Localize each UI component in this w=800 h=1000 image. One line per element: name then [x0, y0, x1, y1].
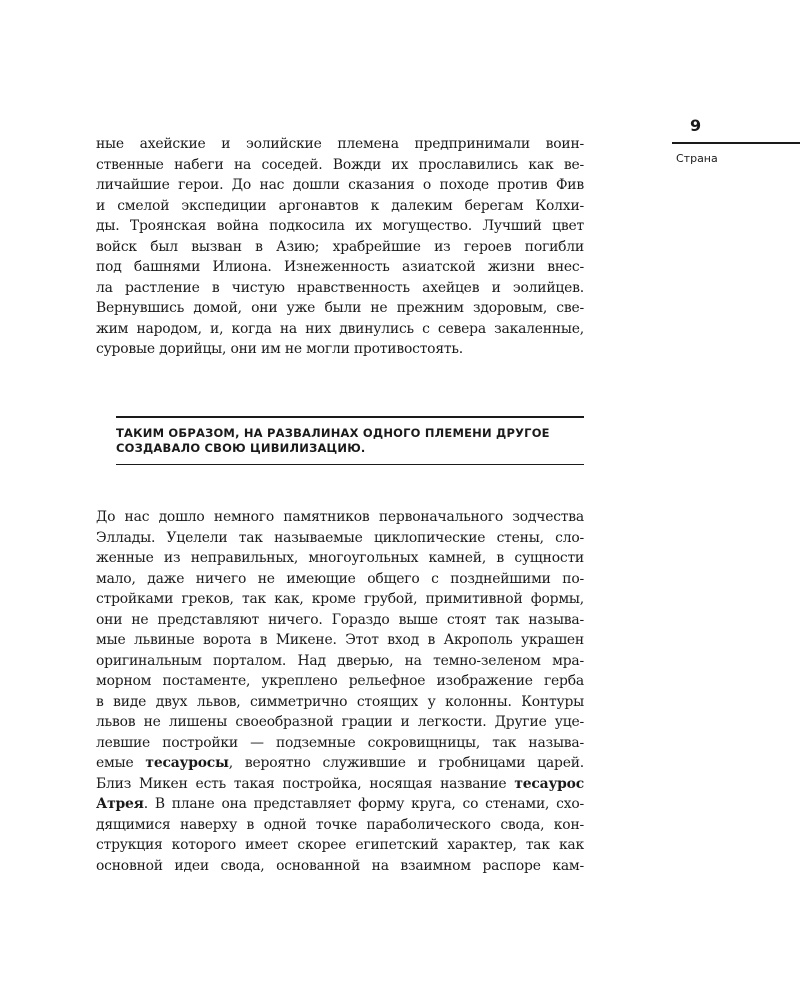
text-line: ственные набеги на соседей. Вожди их прославились как ве-	[96, 156, 584, 173]
body-paragraph-1	[96, 134, 584, 360]
text-line	[96, 794, 584, 815]
text-line	[96, 753, 584, 774]
text-line: они не представляют ничего. Гораздо выше стоят так называ-	[96, 611, 584, 628]
bold-term: Атрея	[96, 796, 144, 812]
text-line: оригинальным порталом. Над дверью, на темно-зеленом мра-	[96, 652, 584, 669]
text-line: женные из неправильных, многоугольных камней, в сущности	[96, 550, 584, 566]
text-line: ды. Троянская война подкосила их могущество. Лучший цвет	[96, 218, 584, 234]
text-run: . В плане она представляет форму круга, со стенами, схо-	[143, 796, 584, 812]
page-number: 9	[690, 116, 702, 135]
pull-quote-line: СОЗДАВАЛО СВОЮ ЦИВИЛИЗАЦИЮ.	[116, 441, 366, 455]
chapter-label: Страна	[676, 152, 718, 165]
pull-quote-top-rule	[116, 416, 584, 418]
pull-quote	[116, 426, 584, 456]
text-line: жим народом, и, когда на них двинулись с севера закаленные,	[96, 320, 584, 337]
bold-term: тесауросы	[145, 755, 229, 771]
text-line: дящимися наверху в одной точке параболического свода, кон-	[96, 816, 584, 833]
text-line: львов не лишены своеобразной грации и легкости. Другие уце-	[96, 714, 584, 730]
text-line	[96, 774, 584, 795]
text-line: Эллады. Уцелели так называемые циклопические стены, сло-	[96, 529, 584, 546]
text-line: ла растление в чистую нравственность ахейцев и эолийцев.	[96, 279, 584, 296]
pull-quote-bottom-rule	[116, 464, 584, 465]
text-run: емые	[96, 755, 146, 771]
text-line: ные ахейские и эолийские племена предпринимали воин-	[96, 136, 584, 152]
text-line: мые львиные ворота в Микене. Этот вход в Акрополь украшен	[96, 632, 584, 648]
text-line: основной идеи свода, основанной на взаимном распоре кам-	[96, 857, 584, 874]
pull-quote-line: ТАКИМ ОБРАЗОМ, НА РАЗВАЛИНАХ ОДНОГО ПЛЕМЕНИ ДРУГОЕ	[116, 426, 550, 440]
bold-term: тесаурос	[514, 775, 584, 792]
text-run: Близ Микен есть такая постройка, носящая название	[96, 775, 515, 792]
text-line: суровые дорийцы, они им не могли противостоять.	[96, 341, 463, 357]
text-line: морном постаменте, укреплено рельефное изображение герба	[96, 673, 584, 689]
text-line: До нас дошло немного памятников первоначального зодчества	[96, 509, 584, 525]
text-line: войск был вызван в Азию; храбрейшие из героев погибли	[96, 238, 584, 255]
header-rule	[672, 142, 800, 144]
text-line: и смелой экспедиции аргонавтов к далеким берегам Колхи-	[96, 197, 584, 214]
text-line: мало, даже ничего не имеющие общего с позднейшими по-	[96, 570, 584, 587]
text-line: струкция которого имеет скорее египетский характер, так как	[96, 837, 584, 853]
text-line: левшие постройки — подземные сокровищницы, так называ-	[96, 734, 584, 751]
text-line: Вернувшись домой, они уже были не прежним здоровым, све-	[96, 300, 584, 316]
text-run: , вероятно служившие и гробницами царей.	[228, 755, 584, 771]
text-line: в виде двух львов, симметрично стоящих у колонны. Контуры	[96, 693, 584, 710]
body-paragraph-2	[96, 507, 584, 876]
text-line: стройками греков, так как, кроме грубой, примитивной формы,	[96, 591, 584, 607]
text-line: личайшие герои. До нас дошли сказания о походе против Фив	[96, 177, 584, 193]
text-line: под башнями Илиона. Изнеженность азиатской жизни внес-	[96, 259, 584, 275]
